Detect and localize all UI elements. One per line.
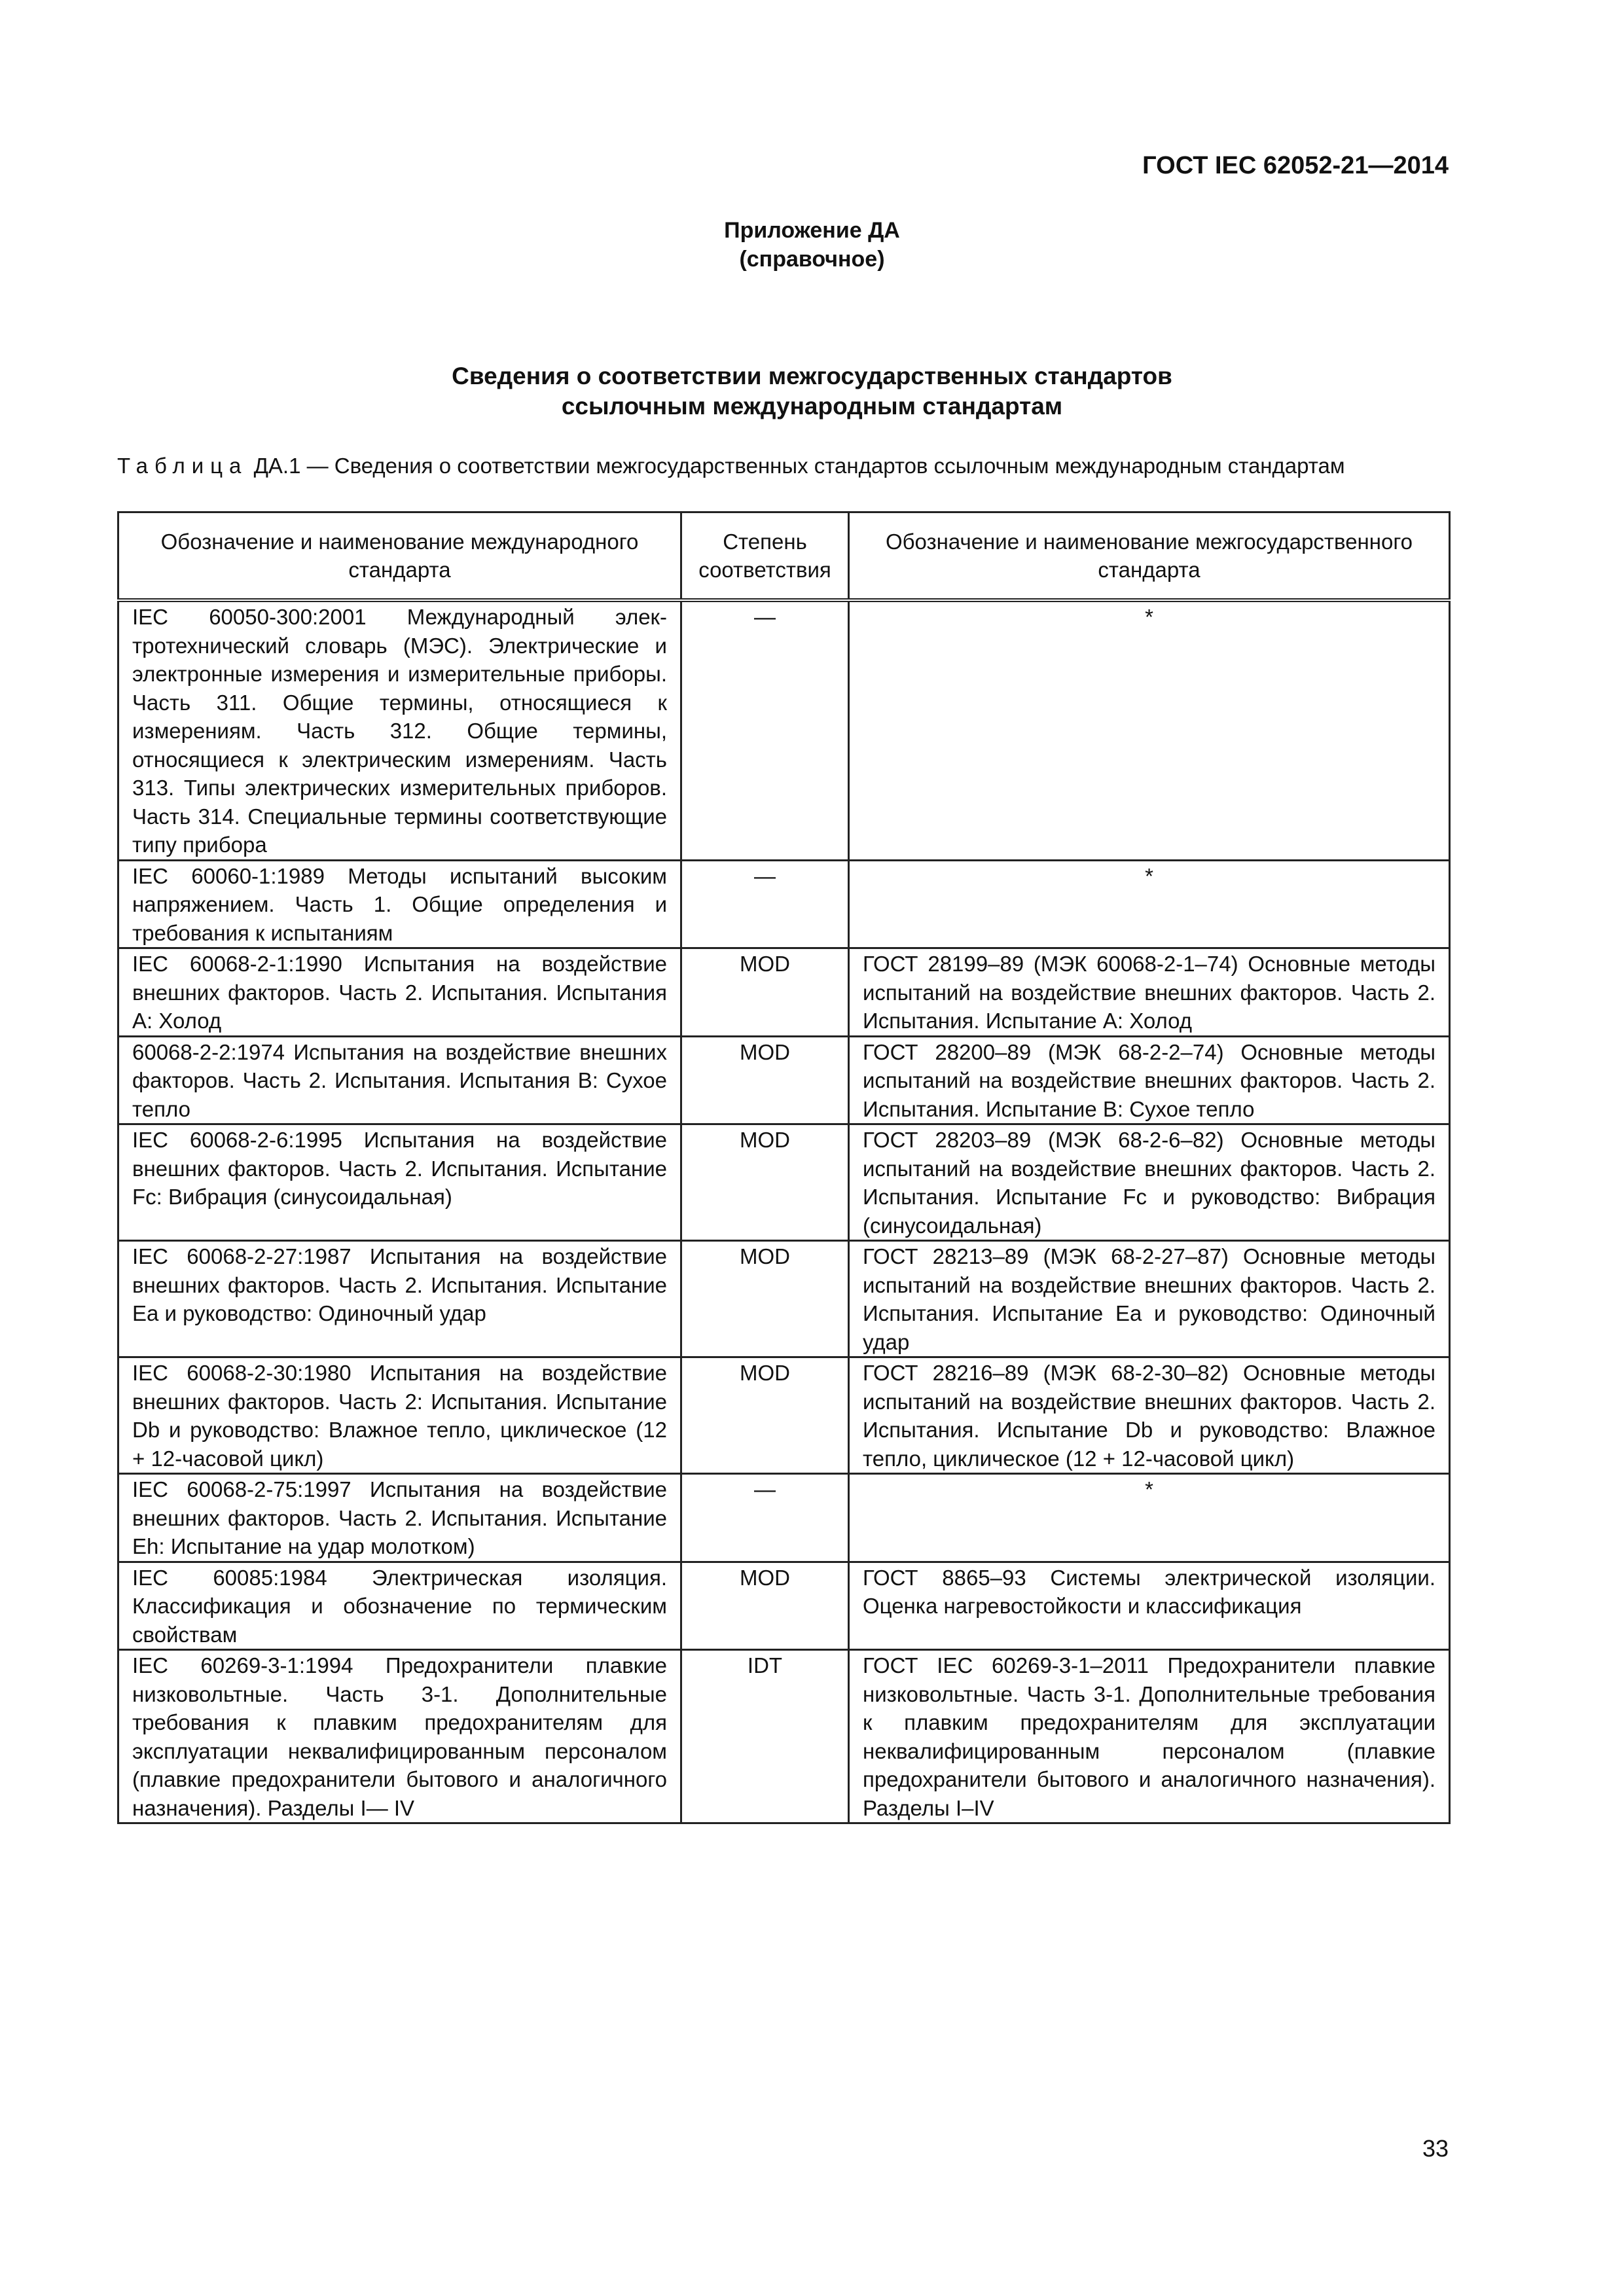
cell-interstate-standard: * — [849, 600, 1450, 860]
cell-degree: MOD — [681, 1562, 849, 1650]
table-row — [118, 948, 1450, 1037]
header-degree-of-correspondence: Степень соответствия — [681, 512, 849, 601]
cell-interstate-standard: ГОСТ 28213–89 (МЭК 68-2-27–87) Основные методы испытаний на воздействие внешних факторов. Часть 2. Испытания. Испытание Ea и руководство: Одиночный удар — [849, 1241, 1450, 1357]
cell-degree: MOD — [681, 1124, 849, 1241]
table-row — [118, 1357, 1450, 1474]
cell-degree: IDT — [681, 1650, 849, 1823]
header-international-standard: Обозначение и наименование международного стандарта — [118, 512, 681, 601]
appendix-title: Приложение ДА — [724, 218, 900, 243]
cell-interstate-standard: ГОСТ 28199–89 (МЭК 60068-2-1–74) Основные методы испытаний на воздействие внешних факторов. Часть 2. Испытания. Испытание А: Холод — [849, 948, 1450, 1037]
cell-interstate-standard: ГОСТ IEC 60269-3-1–2011 Предохранители плавкие низковольтные. Часть 3-1. Дополнительные требования к плавким предохранителям для эксплуатации неквалифицированным персоналом (плавкие предохранители бытового и аналогичного назначения). Разделы I–IV — [849, 1650, 1450, 1823]
cell-degree: — — [681, 600, 849, 860]
cell-international-standard: IEC 60068-2-1:1990 Испытания на воздействие внешних факторов. Часть 2. Испытания. Испытания А: Холод — [118, 948, 681, 1037]
cell-interstate-standard: ГОСТ 28216–89 (МЭК 68-2-30–82) Основные методы испытаний на воздействие внешних факторов. Часть 2. Испытания. Испытание Db и руководство: Влажное тепло, циклическое (12 + 12-часовой цикл) — [849, 1357, 1450, 1474]
table-row — [118, 1036, 1450, 1124]
cell-international-standard: IEC 60050-300:2001 Международный электротехнический словарь (МЭС). Электрические и электронные измерения и измерительные приборы. Часть 311. Общие термины, относящиеся к измерениям. Часть 312. Общие термины, относящиеся к электрическим измерениям. Часть 313. Типы электрических измерительных приборов. Часть 314. Специальные термины соответствующие типу прибора — [118, 600, 681, 860]
cell-interstate-standard: ГОСТ 8865–93 Системы электрической изоляции. Оценка нагревостойкости и классификация — [849, 1562, 1450, 1650]
cell-interstate-standard: * — [849, 860, 1450, 948]
section-title-line-2: ссылочным международным стандартам — [561, 393, 1063, 420]
cell-degree: — — [681, 1474, 849, 1562]
section-title — [0, 361, 1624, 422]
cell-degree: MOD — [681, 1241, 849, 1357]
cell-degree: MOD — [681, 1357, 849, 1474]
appendix-heading — [0, 216, 1624, 274]
cell-international-standard: IEC 60068-2-27:1987 Испытания на воздействие внешних факторов. Часть 2. Испытания. Испытание Ea и руководство: Одиночный удар — [118, 1241, 681, 1357]
cell-degree: MOD — [681, 1036, 849, 1124]
table-row — [118, 1650, 1450, 1823]
cell-degree: — — [681, 860, 849, 948]
cell-degree: MOD — [681, 948, 849, 1037]
table-header-row — [118, 512, 1450, 601]
cell-international-standard: IEC 60269-3-1:1994 Предохранители плавкие низковольтные. Часть 3-1. Дополнительные требования к плавким предохранителям для эксплуатации неквалифицированным персоналом (плавкие предохранители бытового и аналогичного назначения). Разделы I— IV — [118, 1650, 681, 1823]
cell-interstate-standard: ГОСТ 28200–89 (МЭК 68-2-2–74) Основные методы испытаний на воздействие внешних факторов. Часть 2. Испытания. Испытание В: Сухое тепло — [849, 1036, 1450, 1124]
standards-correspondence-table — [117, 511, 1451, 1824]
table-row — [118, 1474, 1450, 1562]
cell-international-standard: IEC 60068-2-6:1995 Испытания на воздействие внешних факторов. Часть 2. Испытания. Испытание Fc: Вибрация (синусоидальная) — [118, 1124, 681, 1241]
table-caption — [117, 453, 1449, 479]
page-number: 33 — [1422, 2135, 1449, 2162]
section-title-line-1: Сведения о соответствии межгосударственных стандартов — [452, 363, 1172, 389]
cell-international-standard: IEC 60068-2-30:1980 Испытания на воздействие внешних факторов. Часть 2: Испытания. Испытание Db и руководство: Влажное тепло, циклическое (12 + 12-часовой цикл) — [118, 1357, 681, 1474]
table-row — [118, 600, 1450, 860]
table-caption-text: ДА.1 — Сведения о соответствии межгосударственных стандартов ссылочным международным стандартам — [253, 454, 1345, 478]
table-row — [118, 1124, 1450, 1241]
cell-international-standard: IEC 60085:1984 Электрическая изоляция. Классификация и обозначение по термическим свойствам — [118, 1562, 681, 1650]
cell-international-standard: IEC 60060-1:1989 Методы испытаний высоким напряжением. Часть 1. Общие определения и требования к испытаниям — [118, 860, 681, 948]
appendix-subtitle: (справочное) — [739, 247, 885, 272]
document-code: ГОСТ IEC 62052-21—2014 — [1142, 152, 1449, 179]
cell-interstate-standard: ГОСТ 28203–89 (МЭК 68-2-6–82) Основные методы испытаний на воздействие внешних факторов. Часть 2. Испытания. Испытание Fc и руководство: Вибрация (синусоидальная) — [849, 1124, 1450, 1241]
header-interstate-standard: Обозначение и наименование межгосударственного стандарта — [849, 512, 1450, 601]
table-row — [118, 860, 1450, 948]
cell-international-standard: 60068-2-2:1974 Испытания на воздействие внешних факторов. Часть 2. Испытания. Испытания В: Сухое тепло — [118, 1036, 681, 1124]
cell-international-standard: IEC 60068-2-75:1997 Испытания на воздействие внешних факторов. Часть 2. Испытания. Испытание Eh: Испытание на удар молотком) — [118, 1474, 681, 1562]
table-row — [118, 1562, 1450, 1650]
cell-interstate-standard: * — [849, 1474, 1450, 1562]
table-caption-label: Таблица — [117, 454, 248, 478]
table-row — [118, 1241, 1450, 1357]
